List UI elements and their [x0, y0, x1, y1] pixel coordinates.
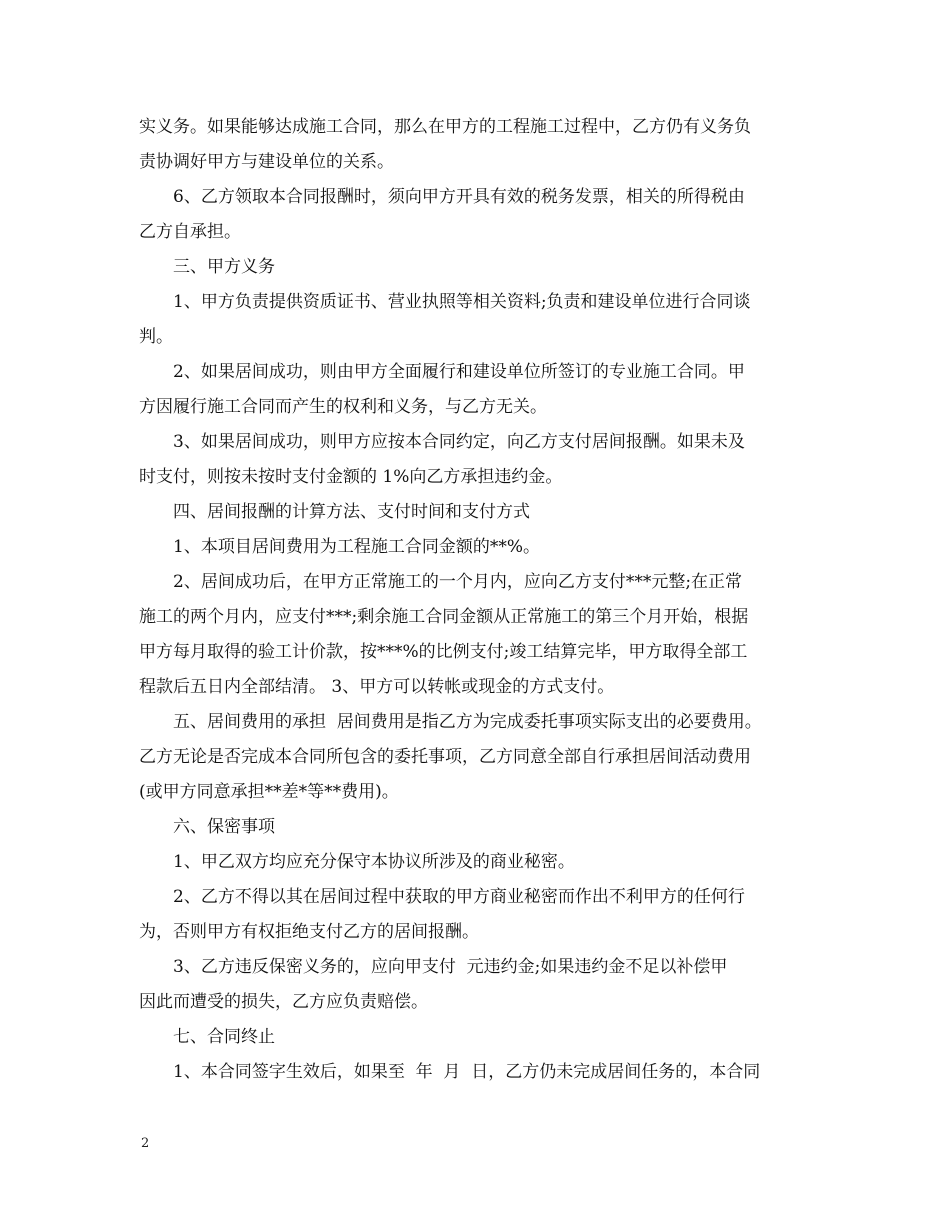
paragraph-line: 时支付，则按未按时支付金额的 1%向乙方承担违约金。 — [139, 467, 563, 487]
paragraph-line: 甲方每月取得的验工计价款，按***%的比例支付;竣工结算完毕，甲方取得全部工 — [139, 642, 748, 662]
paragraph-line: 为，否则甲方有权拒绝支付乙方的居间报酬。 — [139, 922, 479, 942]
section-heading: 七、合同终止 — [173, 1027, 275, 1047]
paragraph-line: 乙方自承担。 — [139, 222, 241, 242]
paragraph-line: 1、甲方负责提供资质证书、营业执照等相关资料;负责和建设单位进行合同谈 — [173, 292, 751, 312]
paragraph-line: 6、乙方领取本合同报酬时，须向甲方开具有效的税务发票，相关的所得税由 — [173, 187, 745, 207]
paragraph-line: 1、甲乙双方均应充分保守本协议所涉及的商业秘密。 — [173, 852, 575, 872]
paragraph-line: 3、乙方违反保密义务的，应向甲支付 元违约金;如果违约金不足以补偿甲 — [173, 957, 728, 977]
section-heading: 三、甲方义务 — [173, 257, 275, 277]
paragraph-line: 程款后五日内全部结清。 3、甲方可以转帐或现金的方式支付。 — [139, 677, 615, 697]
paragraph-line: 责协调好甲方与建设单位的关系。 — [139, 152, 394, 172]
paragraph-line: 2、如果居间成功，则由甲方全面履行和建设单位所签订的专业施工合同。甲 — [173, 362, 745, 382]
section-heading: 六、保密事项 — [173, 817, 275, 837]
paragraph-line: 实义务。如果能够达成施工合同，那么在甲方的工程施工过程中，乙方仍有义务负 — [139, 117, 751, 137]
paragraph-line: 因此而遭受的损失，乙方应负责赔偿。 — [139, 992, 428, 1012]
paragraph-line: 2、乙方不得以其在居间过程中获取的甲方商业秘密而作出不利甲方的任何行 — [173, 887, 745, 907]
section-heading: 四、居间报酬的计算方法、支付时间和支付方式 — [173, 502, 530, 522]
paragraph-line: 乙方无论是否完成本合同所包含的委托事项，乙方同意全部自行承担居间活动费用 — [139, 747, 751, 767]
paragraph-line: (或甲方同意承担**差*等**费用)。 — [139, 782, 399, 802]
paragraph-line: 2、居间成功后，在甲方正常施工的一个月内，应向乙方支付***元整;在正常 — [173, 572, 743, 592]
document-body — [139, 110, 811, 1090]
paragraph-line: 方因履行施工合同而产生的权利和义务，与乙方无关。 — [139, 397, 547, 417]
paragraph-line: 1、本合同签字生效后，如果至 年 月 日，乙方仍未完成居间任务的，本合同 — [173, 1062, 761, 1082]
page-number: 2 — [141, 1136, 150, 1151]
paragraph-line: 施工的两个月内，应支付***;剩余施工合同金额从正常施工的第三个月开始，根据 — [139, 607, 749, 627]
paragraph-line: 3、如果居间成功，则甲方应按本合同约定，向乙方支付居间报酬。如果未及 — [173, 432, 745, 452]
paragraph-line: 1、本项目居间费用为工程施工合同金额的**%。 — [173, 537, 540, 557]
paragraph-line: 判。 — [139, 327, 173, 347]
section-heading: 五、居间费用的承担 居间费用是指乙方为完成委托事项实际支出的必要费用。 — [173, 712, 762, 732]
